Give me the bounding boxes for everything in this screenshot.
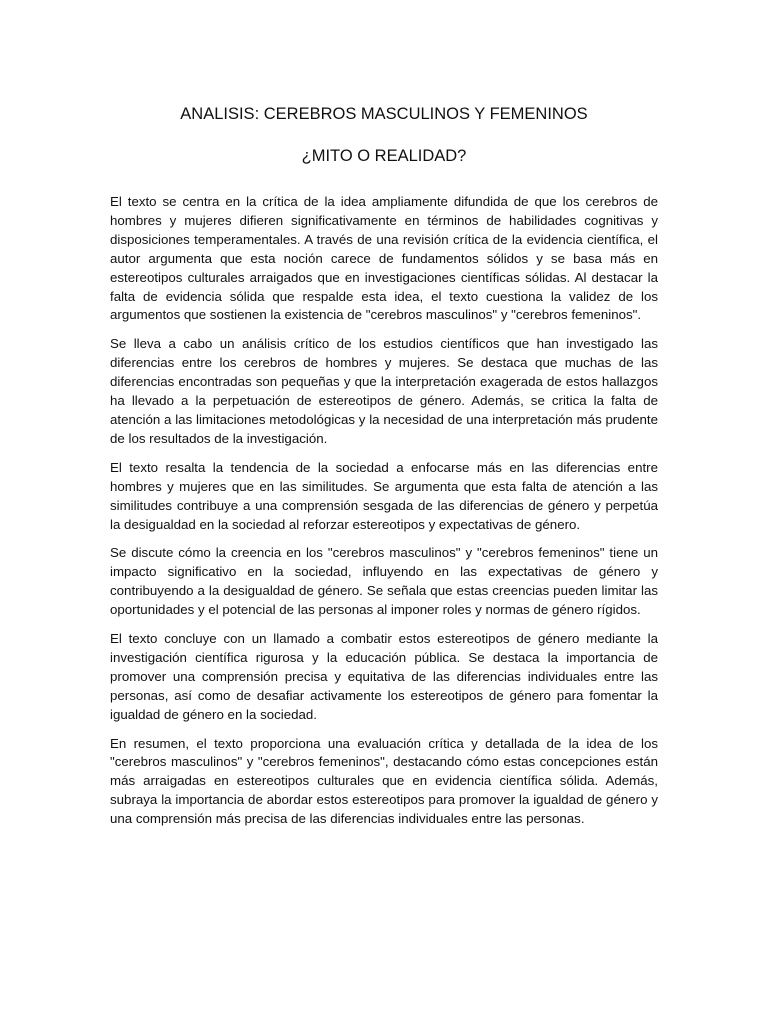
paragraph: El texto resalta la tendencia de la sociedad a enfocarse más en las diferencias entre hombres y mujeres que en las similitudes. Se argumenta que esta falta de atención a las similitudes contribuye a una comprensión sesgada de las diferencias de género y perpetúa la desigualdad en la sociedad al reforzar estereotipos y expectativas de género.	[110, 459, 658, 532]
paragraph: El texto se centra en la crítica de la idea ampliamente difundida de que los cerebros de hombres y mujeres difieren significativamente en términos de habilidades cognitivas y disposiciones temperamentales. A través de una revisión crítica de la evidencia científica, el autor argumenta que esta noción carece de fundamentos sólidos y se basa más en estereotipos culturales arraigados que en investigaciones científicas sólidas. Al destacar la falta de evidencia sólida que respalde esta idea, el texto cuestiona la validez de los argumentos que sostienen la existencia de "cerebros masculinos" y "cerebros femeninos".	[110, 194, 658, 323]
paragraph: Se lleva a cabo un análisis crítico de los estudios científicos que han investigado las diferencias entre los cerebros de hombres y mujeres. Se destaca que muchas de las diferencias encontradas son pequeñas y que la interpretación exagerada de estos hallazgos ha llevado a la perpetuación de estereotipos de género. Además, se critica la falta de atención a las limitaciones metodológicas y la necesidad de una interpretación más prudente de los resultados de la investigación.	[110, 336, 658, 446]
paragraph: Se discute cómo la creencia en los "cerebros masculinos" y "cerebros femeninos" tiene un impacto significativo en la sociedad, influyendo en las expectativas de género y contribuyendo a la desigualdad de género. Se señala que estas creencias pueden limitar las oportunidades y el potencial de las personas al imponer roles y normas de género rígidos.	[110, 545, 658, 618]
document-subtitle: ¿MITO O REALIDAD?	[301, 147, 467, 165]
document-title: ANALISIS: CEREBROS MASCULINOS Y FEMENINOS	[180, 105, 588, 123]
paragraph: El texto concluye con un llamado a combatir estos estereotipos de género mediante la investigación científica rigurosa y la educación pública. Se destaca la importancia de promover una comprensión precisa y equitativa de las diferencias individuales entre las personas, así como de desafiar activamente los estereotipos de género para fomentar la igualdad de género en la sociedad.	[110, 631, 658, 722]
paragraph: En resumen, el texto proporciona una evaluación crítica y detallada de la idea de los "cerebros masculinos" y "cerebros femeninos", destacando cómo estas concepciones están más arraigadas en estereotipos culturales que en evidencia científica sólida. Además, subraya la importancia de abordar estos estereotipos para promover la igualdad de género y una comprensión más precisa de las diferencias individuales entre las personas.	[110, 735, 658, 827]
document-body	[110, 193, 658, 839]
